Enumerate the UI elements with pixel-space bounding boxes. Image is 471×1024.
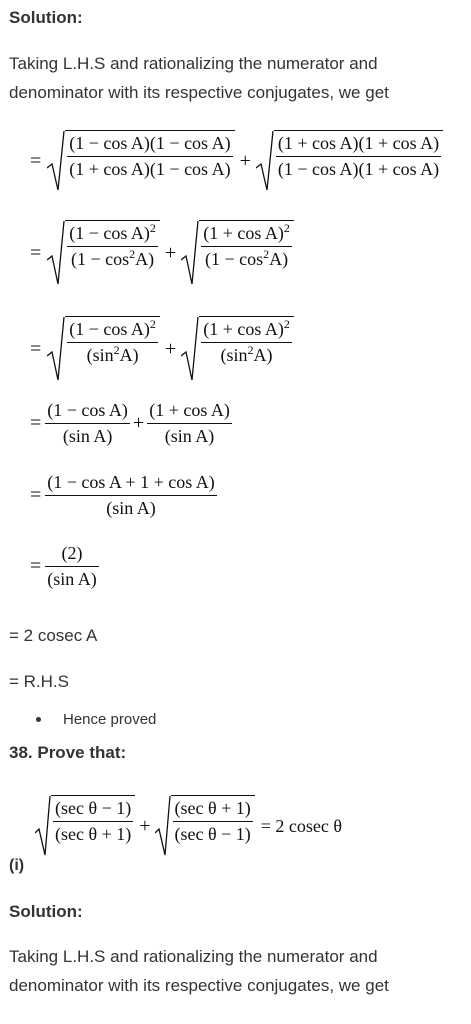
square-root	[47, 316, 160, 382]
plus-sign: +	[164, 337, 177, 360]
fraction: $\frac{\text{(1 − cos A + 1 + cos A)}}{\text{(sin A)}}$	[47, 472, 215, 518]
result-line: = 2 cosec A	[9, 626, 98, 645]
fraction: $\frac{\text{(1 − cos A)}}{\text{(sin A)}}$	[47, 400, 128, 446]
fraction: $\frac{\text{(1 − cos A)(1 − cos A)}}{\text{(1 + cos A)(1 − cos A)}}$	[69, 133, 231, 179]
rhs-line: = R.H.S	[9, 672, 69, 691]
question-heading: 38. Prove that:	[9, 743, 127, 762]
fraction: $\frac{(1 + \cos A)^2}{(1 - \cos^2A)}$	[203, 221, 290, 269]
intro-paragraph: Taking L.H.S and rationalizing the numerator and denominator with its respective conjugates, we get	[9, 947, 389, 995]
question-38-equation	[35, 795, 342, 857]
equation-step-5	[30, 472, 217, 519]
equals-sign: =	[30, 241, 42, 264]
square-root	[155, 795, 255, 857]
bullet-dot	[36, 717, 41, 722]
solution-heading: Solution:	[9, 902, 83, 921]
equals-sign: =	[30, 337, 42, 360]
equals-sign: =	[30, 484, 42, 506]
equals-sign: =	[30, 412, 42, 434]
square-root	[256, 130, 443, 192]
intro-paragraph: Taking L.H.S and rationalizing the numerator and denominator with its respective conjugates, we get	[9, 54, 389, 102]
solution-heading: Solution:	[9, 8, 83, 27]
equation-step-4	[30, 400, 232, 447]
equation-step-1	[30, 130, 443, 192]
fraction: $\frac{\text{(1 + cos A)}}{\text{(sin A)}}$	[149, 400, 230, 446]
fraction: $\frac{(2)}{\text{(sin A)}}$	[47, 543, 97, 589]
square-root	[47, 130, 234, 192]
equals-sign: =	[30, 555, 42, 577]
square-root	[181, 220, 294, 286]
fraction: $\frac{\text{(1 + cos A)(1 + cos A)}}{\text{(1 − cos A)(1 + cos A)}}$	[277, 133, 440, 179]
fraction: $\frac{\text{(sec θ + 1)}}{\text{(sec θ − 1)}}$	[174, 798, 251, 844]
plus-sign: +	[239, 149, 251, 172]
equation-step-6	[30, 543, 99, 590]
fraction: $\frac{\text{(sec θ − 1)}}{\text{(sec θ + 1)}}$	[55, 798, 132, 844]
equation-step-3	[30, 316, 294, 382]
plus-sign: +	[164, 241, 177, 264]
equation-rhs: = 2 cosec θ	[260, 815, 343, 836]
plus-sign: +	[132, 412, 145, 434]
bullet-text: Hence proved	[63, 711, 157, 728]
part-label: (i)	[9, 857, 25, 874]
equation-step-2	[30, 220, 294, 286]
fraction: $\frac{(1 + \cos A)^2}{(\sin^2A)}$	[203, 317, 290, 365]
equals-sign: =	[30, 149, 42, 172]
square-root	[35, 795, 135, 857]
bullet-item	[36, 711, 156, 728]
fraction: $\frac{(1 - \cos A)^2}{(1 - \cos^2A)}$	[69, 221, 156, 269]
square-root	[181, 316, 294, 382]
plus-sign: +	[139, 814, 151, 837]
square-root	[47, 220, 160, 286]
fraction: $\frac{(1 - \cos A)^2}{(\sin^2A)}$	[69, 317, 156, 365]
